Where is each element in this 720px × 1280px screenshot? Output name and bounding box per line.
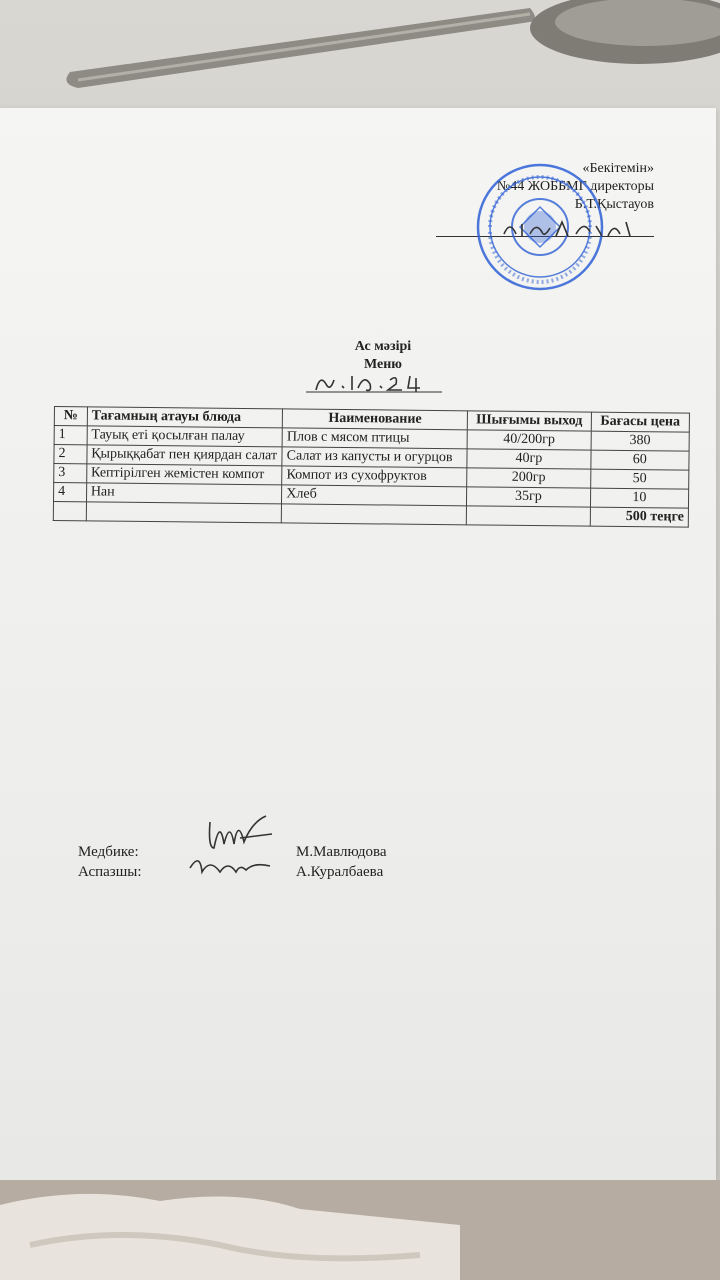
menu-title-russian: Меню [363, 357, 402, 372]
row-name-kz: Кептірілген жемістен компот [86, 464, 282, 485]
menu-title [318, 338, 448, 374]
row-name-ru: Хлеб [282, 485, 467, 506]
row-name-kz: Нан [86, 483, 282, 504]
signatures-block [78, 842, 478, 882]
approval-position: №44 ЖОББМГ директоры [496, 179, 654, 194]
row-yield: 35гр [467, 487, 591, 507]
row-num: 2 [54, 445, 87, 464]
signature-role: Медбике: [78, 844, 139, 860]
signature-row [78, 842, 478, 862]
row-price: 380 [591, 431, 689, 451]
signature-role: Аспазшы: [78, 864, 142, 880]
row-name-kz: Тауық еті қосылған палау [87, 426, 283, 447]
handwritten-menu-date [306, 370, 442, 394]
header-price: Бағасы цена [591, 412, 689, 432]
header-num: № [54, 407, 87, 426]
header-name-kz: Тағамның атауы блюда [87, 407, 283, 428]
row-yield: 200гр [467, 468, 591, 488]
signature-name: М.Мавлюдова [296, 844, 387, 860]
total-empty-cell [86, 502, 282, 523]
approval-title: «Бекітемін» [582, 161, 654, 176]
row-yield: 40/200гр [467, 430, 591, 450]
row-name-ru: Компот из сухофруктов [282, 466, 467, 487]
fabric-image [0, 1185, 460, 1280]
row-name-ru: Салат из капусты и огурцов [282, 447, 467, 468]
row-name-ru: Плов с мясом птицы [282, 428, 467, 449]
menu-title-kazakh: Ас мәзірі [354, 339, 412, 354]
total-price: 500 теңге [590, 507, 688, 527]
row-price: 60 [591, 450, 689, 470]
row-num: 4 [53, 483, 86, 502]
total-empty-cell [53, 502, 86, 521]
spoon-image [60, 0, 720, 110]
row-yield: 40гр [467, 449, 591, 469]
total-empty-cell [466, 506, 590, 526]
total-empty-cell [281, 504, 466, 525]
header-yield: Шығымы выход [467, 411, 591, 431]
handwritten-approval-date [500, 216, 640, 242]
row-name-kz: Қырыққабат пен қиярдан салат [87, 445, 283, 466]
row-num: 3 [54, 464, 87, 483]
approval-director-name: Б.Т.Қыстауов [574, 197, 654, 212]
row-num: 1 [54, 426, 87, 445]
signature-row [78, 862, 478, 882]
row-price: 50 [590, 469, 688, 489]
menu-table [53, 406, 690, 528]
row-price: 10 [590, 488, 688, 508]
header-name-ru: Наименование [282, 409, 467, 430]
signature-name: А.Куралбаева [296, 864, 384, 880]
